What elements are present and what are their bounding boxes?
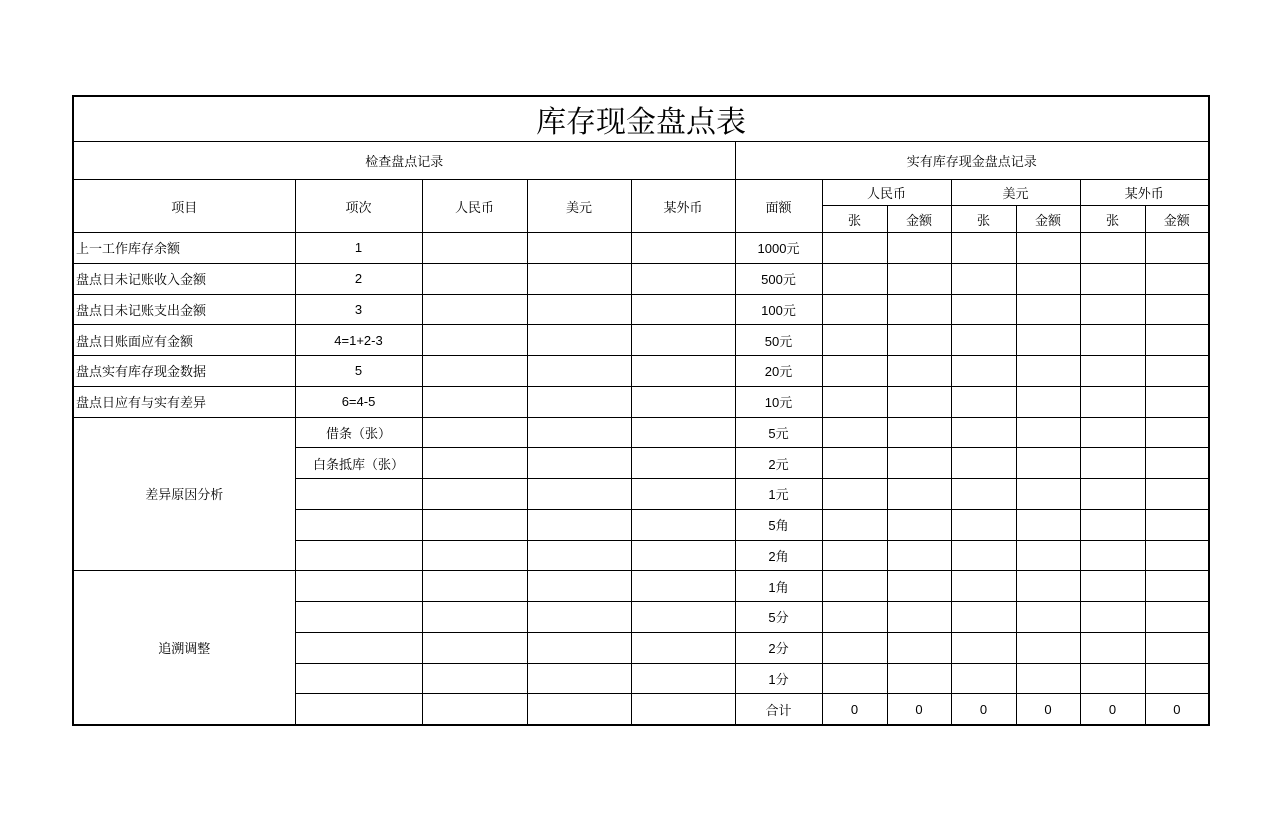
total-label: 合计: [735, 694, 822, 725]
item-seq: 5: [295, 356, 422, 387]
rmb-cell[interactable]: [422, 632, 527, 663]
diff-analysis-sub[interactable]: [295, 540, 422, 571]
header-denomination: 面额: [735, 180, 822, 233]
foreign-cell[interactable]: [631, 448, 735, 479]
usd-cell[interactable]: [527, 386, 631, 417]
usd-cell[interactable]: [527, 448, 631, 479]
rmb-cell[interactable]: [422, 602, 527, 633]
amount-cell[interactable]: [1145, 479, 1209, 510]
rmb-cell[interactable]: [422, 233, 527, 264]
amount-cell[interactable]: [1016, 263, 1080, 294]
table-row: [73, 356, 1209, 387]
item-label: 上一工作库存余额: [73, 233, 295, 264]
sheets-cell[interactable]: [1080, 294, 1145, 325]
amount-cell[interactable]: [1016, 294, 1080, 325]
amount-cell[interactable]: [887, 325, 951, 356]
item-seq: 1: [295, 233, 422, 264]
usd-cell[interactable]: [527, 325, 631, 356]
amount-cell[interactable]: [887, 509, 951, 540]
amount-cell[interactable]: [1016, 233, 1080, 264]
usd-cell[interactable]: [527, 233, 631, 264]
sheets-cell[interactable]: [822, 233, 887, 264]
table-row: [73, 294, 1209, 325]
amount-cell[interactable]: [887, 294, 951, 325]
amount-cell[interactable]: [887, 602, 951, 633]
amount-cell[interactable]: [1016, 663, 1080, 694]
table-row: [73, 386, 1209, 417]
item-seq: 4=1+2-3: [295, 325, 422, 356]
rmb-cell[interactable]: [422, 417, 527, 448]
total-sheets: 0: [1080, 694, 1145, 725]
sheets-cell[interactable]: [951, 540, 1016, 571]
amount-cell[interactable]: [887, 479, 951, 510]
sheets-cell[interactable]: [822, 417, 887, 448]
amount-cell[interactable]: [1145, 263, 1209, 294]
foreign-cell[interactable]: [631, 325, 735, 356]
item-seq: 3: [295, 294, 422, 325]
sheets-cell[interactable]: [1080, 448, 1145, 479]
usd-cell[interactable]: [527, 263, 631, 294]
sheets-cell[interactable]: [822, 509, 887, 540]
amount-cell[interactable]: [1145, 540, 1209, 571]
amount-cell[interactable]: [1016, 479, 1080, 510]
amount-cell[interactable]: [1145, 386, 1209, 417]
sheets-cell[interactable]: [1080, 417, 1145, 448]
sheets-cell[interactable]: [822, 294, 887, 325]
sheets-cell[interactable]: [951, 448, 1016, 479]
header-amount: 金额: [1145, 206, 1209, 233]
amount-cell[interactable]: [1016, 540, 1080, 571]
amount-cell[interactable]: [887, 540, 951, 571]
foreign-cell[interactable]: [631, 233, 735, 264]
sheets-cell[interactable]: [951, 233, 1016, 264]
amount-cell[interactable]: [1145, 571, 1209, 602]
rmb-cell[interactable]: [422, 448, 527, 479]
header-actual-usd: 美元: [951, 180, 1080, 206]
amount-cell[interactable]: [887, 263, 951, 294]
diff-analysis-label: 差异原因分析: [73, 417, 295, 571]
amount-cell[interactable]: [1145, 294, 1209, 325]
amount-cell[interactable]: [1145, 325, 1209, 356]
sheets-cell[interactable]: [1080, 602, 1145, 633]
item-label: 盘点实有库存现金数据: [73, 356, 295, 387]
diff-analysis-sub[interactable]: 白条抵库（张）: [295, 448, 422, 479]
rmb-cell[interactable]: [422, 663, 527, 694]
amount-cell[interactable]: [887, 448, 951, 479]
sheets-cell[interactable]: [1080, 356, 1145, 387]
sheets-cell[interactable]: [822, 356, 887, 387]
section-check-record: 检查盘点记录: [73, 142, 735, 180]
usd-cell[interactable]: [527, 294, 631, 325]
sheets-cell[interactable]: [1080, 663, 1145, 694]
header-item: 项目: [73, 180, 295, 233]
sheets-cell[interactable]: [822, 386, 887, 417]
sheets-cell[interactable]: [951, 263, 1016, 294]
foreign-cell[interactable]: [631, 540, 735, 571]
denomination-label: 2分: [735, 632, 822, 663]
denomination-label: 20元: [735, 356, 822, 387]
header-foreign: 某外币: [631, 180, 735, 233]
sheets-cell[interactable]: [951, 417, 1016, 448]
diff-analysis-sub[interactable]: 借条（张）: [295, 417, 422, 448]
table-row: [73, 233, 1209, 264]
sheets-cell[interactable]: [822, 263, 887, 294]
cash-count-table: [72, 95, 1210, 726]
trace-adjust-sub[interactable]: [295, 694, 422, 725]
amount-cell[interactable]: [1145, 356, 1209, 387]
sheets-cell[interactable]: [822, 632, 887, 663]
diff-analysis-sub[interactable]: [295, 479, 422, 510]
usd-cell[interactable]: [527, 356, 631, 387]
foreign-cell[interactable]: [631, 417, 735, 448]
header-seq: 项次: [295, 180, 422, 233]
rmb-cell[interactable]: [422, 386, 527, 417]
denomination-label: 100元: [735, 294, 822, 325]
denomination-label: 2角: [735, 540, 822, 571]
amount-cell[interactable]: [1016, 602, 1080, 633]
amount-cell[interactable]: [1016, 509, 1080, 540]
rmb-cell[interactable]: [422, 325, 527, 356]
denomination-label: 5角: [735, 509, 822, 540]
usd-cell[interactable]: [527, 540, 631, 571]
sheets-cell[interactable]: [951, 602, 1016, 633]
foreign-cell[interactable]: [631, 632, 735, 663]
denomination-label: 2元: [735, 448, 822, 479]
amount-cell[interactable]: [1145, 417, 1209, 448]
total-amount: 0: [1145, 694, 1209, 725]
amount-cell[interactable]: [1016, 417, 1080, 448]
sheets-cell[interactable]: [1080, 632, 1145, 663]
item-label: 盘点日账面应有金额: [73, 325, 295, 356]
usd-cell[interactable]: [527, 509, 631, 540]
sheets-cell[interactable]: [951, 479, 1016, 510]
foreign-cell[interactable]: [631, 263, 735, 294]
foreign-cell[interactable]: [631, 479, 735, 510]
foreign-cell[interactable]: [631, 294, 735, 325]
sheets-cell[interactable]: [1080, 263, 1145, 294]
sheets-cell[interactable]: [951, 663, 1016, 694]
item-label: 盘点日未记账收入金额: [73, 263, 295, 294]
amount-cell[interactable]: [1145, 233, 1209, 264]
header-amount: 金额: [1016, 206, 1080, 233]
trace-adjust-sub[interactable]: [295, 602, 422, 633]
amount-cell[interactable]: [1016, 386, 1080, 417]
amount-cell[interactable]: [1016, 325, 1080, 356]
rmb-cell[interactable]: [422, 479, 527, 510]
usd-cell[interactable]: [527, 663, 631, 694]
denomination-label: 1分: [735, 663, 822, 694]
foreign-cell[interactable]: [631, 663, 735, 694]
rmb-cell[interactable]: [422, 356, 527, 387]
total-sheets: 0: [951, 694, 1016, 725]
item-label: 盘点日应有与实有差异: [73, 386, 295, 417]
sheets-cell[interactable]: [951, 571, 1016, 602]
header-usd: 美元: [527, 180, 631, 233]
sheets-cell[interactable]: [822, 540, 887, 571]
denomination-label: 5分: [735, 602, 822, 633]
total-amount: 0: [887, 694, 951, 725]
item-seq: 6=4-5: [295, 386, 422, 417]
sheets-cell[interactable]: [951, 632, 1016, 663]
foreign-cell[interactable]: [631, 356, 735, 387]
denomination-label: 5元: [735, 417, 822, 448]
amount-cell[interactable]: [887, 571, 951, 602]
header-sheets: 张: [822, 206, 887, 233]
sheets-cell[interactable]: [1080, 479, 1145, 510]
item-seq: 2: [295, 263, 422, 294]
sheets-cell[interactable]: [1080, 325, 1145, 356]
header-actual-foreign: 某外币: [1080, 180, 1209, 206]
amount-cell[interactable]: [1016, 356, 1080, 387]
usd-cell[interactable]: [527, 602, 631, 633]
amount-cell[interactable]: [1145, 663, 1209, 694]
sheets-cell[interactable]: [822, 325, 887, 356]
amount-cell[interactable]: [887, 233, 951, 264]
header-rmb: 人民币: [422, 180, 527, 233]
sheets-cell[interactable]: [951, 356, 1016, 387]
usd-cell[interactable]: [527, 417, 631, 448]
sheets-cell[interactable]: [1080, 540, 1145, 571]
amount-cell[interactable]: [887, 417, 951, 448]
amount-cell[interactable]: [887, 386, 951, 417]
sheets-cell[interactable]: [1080, 233, 1145, 264]
section-actual-record: 实有库存现金盘点记录: [735, 142, 1209, 180]
usd-cell[interactable]: [527, 632, 631, 663]
trace-adjust-label: 追溯调整: [73, 571, 295, 725]
foreign-cell[interactable]: [631, 694, 735, 725]
trace-adjust-sub[interactable]: [295, 663, 422, 694]
table-row: [73, 417, 1209, 448]
denomination-label: 500元: [735, 263, 822, 294]
amount-cell[interactable]: [1016, 448, 1080, 479]
sheets-cell[interactable]: [1080, 386, 1145, 417]
sheets-cell[interactable]: [951, 386, 1016, 417]
rmb-cell[interactable]: [422, 263, 527, 294]
denomination-label: 1角: [735, 571, 822, 602]
usd-cell[interactable]: [527, 694, 631, 725]
foreign-cell[interactable]: [631, 509, 735, 540]
amount-cell[interactable]: [1145, 632, 1209, 663]
sheets-cell[interactable]: [822, 448, 887, 479]
table-row: [73, 325, 1209, 356]
amount-cell[interactable]: [887, 663, 951, 694]
foreign-cell[interactable]: [631, 602, 735, 633]
sheets-cell[interactable]: [951, 325, 1016, 356]
rmb-cell[interactable]: [422, 540, 527, 571]
foreign-cell[interactable]: [631, 571, 735, 602]
usd-cell[interactable]: [527, 571, 631, 602]
sheets-cell[interactable]: [822, 571, 887, 602]
amount-cell[interactable]: [1016, 632, 1080, 663]
sheets-cell[interactable]: [822, 602, 887, 633]
amount-cell[interactable]: [887, 632, 951, 663]
amount-cell[interactable]: [887, 356, 951, 387]
total-sheets: 0: [822, 694, 887, 725]
rmb-cell[interactable]: [422, 571, 527, 602]
page-title: 库存现金盘点表: [73, 96, 1209, 142]
sheets-cell[interactable]: [822, 479, 887, 510]
amount-cell[interactable]: [1145, 602, 1209, 633]
sheets-cell[interactable]: [822, 663, 887, 694]
sheets-cell[interactable]: [1080, 571, 1145, 602]
denomination-label: 10元: [735, 386, 822, 417]
header-sheets: 张: [1080, 206, 1145, 233]
foreign-cell[interactable]: [631, 386, 735, 417]
sheets-cell[interactable]: [951, 509, 1016, 540]
sheets-cell[interactable]: [1080, 509, 1145, 540]
denomination-label: 50元: [735, 325, 822, 356]
trace-adjust-sub[interactable]: [295, 571, 422, 602]
rmb-cell[interactable]: [422, 294, 527, 325]
header-actual-rmb: 人民币: [822, 180, 951, 206]
header-sheets: 张: [951, 206, 1016, 233]
amount-cell[interactable]: [1145, 509, 1209, 540]
table-row: [73, 263, 1209, 294]
rmb-cell[interactable]: [422, 694, 527, 725]
table-row: [73, 571, 1209, 602]
sheets-cell[interactable]: [951, 294, 1016, 325]
total-amount: 0: [1016, 694, 1080, 725]
denomination-label: 1元: [735, 479, 822, 510]
amount-cell[interactable]: [1145, 448, 1209, 479]
usd-cell[interactable]: [527, 479, 631, 510]
amount-cell[interactable]: [1016, 571, 1080, 602]
rmb-cell[interactable]: [422, 509, 527, 540]
trace-adjust-sub[interactable]: [295, 632, 422, 663]
denomination-label: 1000元: [735, 233, 822, 264]
diff-analysis-sub[interactable]: [295, 509, 422, 540]
item-label: 盘点日未记账支出金额: [73, 294, 295, 325]
header-amount: 金额: [887, 206, 951, 233]
